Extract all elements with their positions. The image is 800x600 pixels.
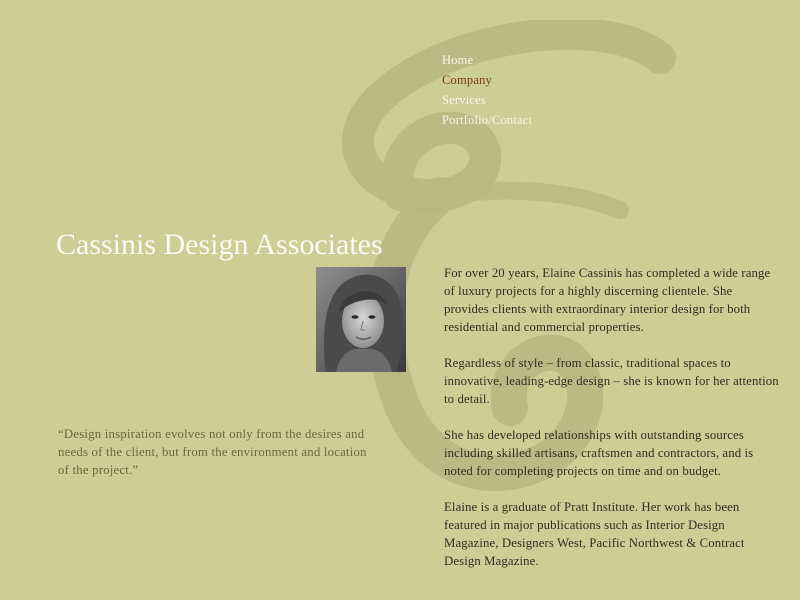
bio-paragraph: Elaine is a graduate of Pratt Institute. Her work has been featured in major publications such as Interior Design Magazine, Designers West, Pacific Northwest & Contract Design Magazine.: [444, 500, 745, 568]
nav-item-company[interactable]: Company: [442, 73, 493, 87]
portrait-photo: [316, 267, 406, 372]
bio-paragraph: Regardless of style – from classic, traditional spaces to innovative, leading-edge design – she is known for her attention to detail.: [444, 356, 779, 406]
main-nav: [442, 50, 642, 130]
woman-portrait-icon: [316, 267, 406, 372]
bio-paragraph: She has developed relationships with outstanding sources including skilled artisans, craftsmen and contractors, and is noted for completing projects on time and on budget.: [444, 428, 754, 478]
bio-paragraph: For over 20 years, Elaine Cassinis has completed a wide range of luxury projects for a highly discerning clientele. She provides clients with extraordinary interior design for both residential and commercial properties.: [444, 266, 771, 334]
nav-item-portfolio-contact[interactable]: Portfolio/Contact: [442, 113, 533, 127]
site-title: Cassinis Design Associates: [56, 228, 383, 261]
company-bio: [444, 264, 779, 588]
nav-item-home[interactable]: Home: [442, 53, 474, 67]
nav-item-services[interactable]: Services: [442, 93, 486, 107]
client-quote: “Design inspiration evolves not only from the desires and needs of the client, but from the environment and location of the project.”: [58, 427, 367, 477]
